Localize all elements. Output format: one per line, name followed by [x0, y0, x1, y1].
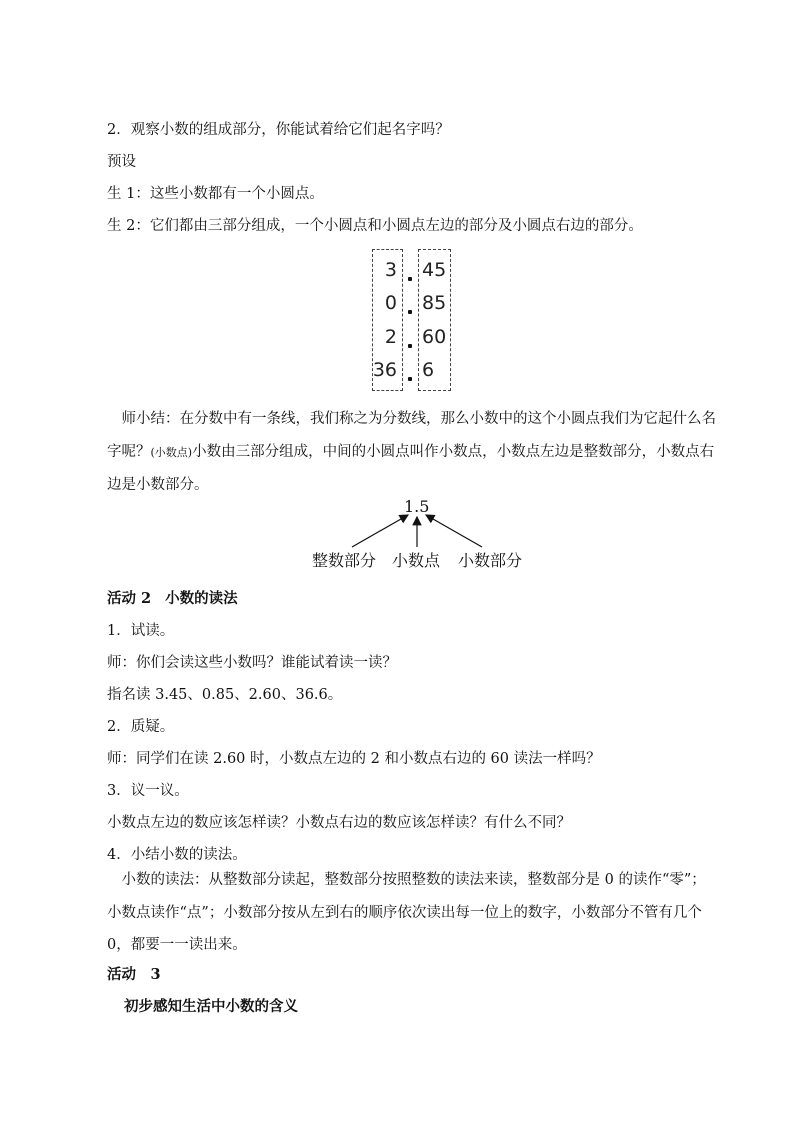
activity2-heading: [107, 589, 238, 609]
activity3-subtitle: 初步感知生活中小数的含义: [124, 998, 298, 1015]
activity2-label: 活动 2: [107, 590, 152, 607]
reading-rule-paragraph: [107, 864, 719, 962]
line-s2: 生 2：它们都由三部分组成，一个小圆点和小圆点左边的部分及小圆点右边的部分。: [107, 218, 643, 234]
diagram-integer-part: 整数部分: [312, 551, 377, 570]
decimal-point: [408, 377, 412, 381]
int-value: 0: [384, 292, 397, 314]
decimal-point: [408, 344, 412, 348]
int-value: 36: [372, 359, 397, 381]
activity3-heading: 活动 3: [107, 966, 161, 983]
summary-paragraph: [107, 403, 719, 502]
frac-value: 85: [422, 292, 447, 314]
activity2-line: 2．质疑。: [107, 719, 175, 735]
activity2-line: 1．试读。: [107, 623, 175, 639]
summary-text-2: 小数由三部分组成，中间的小圆点叫作小数点，小数点左边是整数部分，小数点右边是小数部分。: [107, 443, 715, 493]
diagram-point: 小数点: [392, 551, 441, 570]
line-preset: 预设: [107, 154, 136, 170]
summary-small-note: (小数点): [150, 445, 193, 459]
activity2-line: 3．议一议。: [107, 783, 189, 799]
frac-value: 6: [422, 359, 435, 381]
diagram-decimal-part: 小数部分: [458, 551, 523, 570]
activity2-line: 师：同学们在读 2.60 时，小数点左边的 2 和小数点右边的 60 读法一样吗？: [107, 751, 601, 767]
frac-value: 60: [422, 326, 447, 348]
decimal-point: [408, 310, 412, 314]
decimal-parts-diagram: [300, 495, 540, 575]
frac-value: 45: [422, 259, 447, 281]
line-q2: 2．观察小数的组成部分，你能试着给它们起名字吗？: [107, 122, 450, 138]
line-s1: 生 1：这些小数都有一个小圆点。: [107, 186, 324, 202]
activity2-title: 小数的读法: [165, 590, 238, 607]
decimal-figure: [372, 249, 452, 391]
activity2-line: 小数点左边的数应该怎样读？小数点右边的数应该怎样读？有什么不同？: [107, 815, 571, 831]
int-value: 2: [384, 326, 397, 348]
int-value: 3: [384, 259, 397, 281]
reading-rule-text: 小数的读法：从整数部分读起，整数部分按照整数的读法来读，整数部分是 0 的读作“零”；小数点读作“点”；小数部分按从左到右的顺序依次读出每一位上的数字，小数部分不管有几个 0，都要一一读出来。: [107, 872, 706, 953]
diagram-number: 1.5: [404, 497, 430, 516]
decimal-point: [408, 277, 412, 281]
summary-text-1: 师小结：在分数中有一条线，我们称之为分数线，那么小数中的这个小圆点我们为它起什么名字呢？: [107, 411, 716, 460]
activity2-line: 4．小结小数的读法。: [107, 847, 247, 863]
activity2-line: 师：你们会读这些小数吗？谁能试着读一读？: [107, 655, 397, 671]
activity2-line: 指名读 3.45、0.85、2.60、36.6。: [107, 687, 343, 703]
